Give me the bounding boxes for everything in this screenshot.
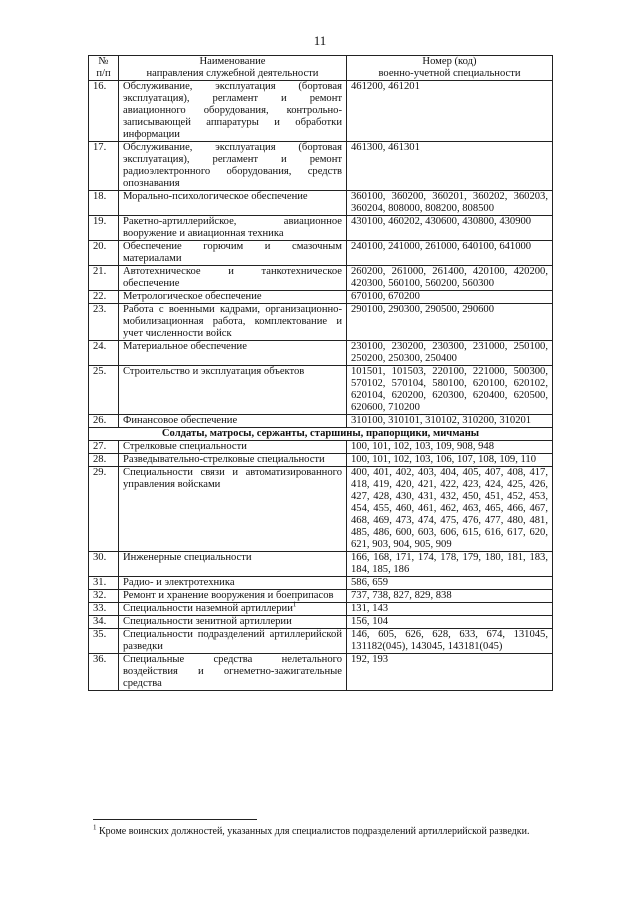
row-number: 24. xyxy=(89,341,119,366)
row-number: 35. xyxy=(89,629,119,654)
section-title: Солдаты, матросы, сержанты, старшины, прапорщики, мичманы xyxy=(89,428,553,441)
row-code: 290100, 290300, 290500, 290600 xyxy=(347,304,553,341)
row-name: Ремонт и хранение вооружения и боеприпасов xyxy=(119,590,347,603)
row-code: 586, 659 xyxy=(347,577,553,590)
row-code: 156, 104 xyxy=(347,616,553,629)
row-code: 310100, 310101, 310102, 310200, 310201 xyxy=(347,415,553,428)
row-number: 36. xyxy=(89,654,119,691)
row-name: Специальности подразделений артиллерийской разведки xyxy=(119,629,347,654)
table-row xyxy=(89,241,553,266)
row-name: Специальности зенитной артиллерии xyxy=(119,616,347,629)
row-name: Разведывательно-стрелковые специальности xyxy=(119,454,347,467)
header-num xyxy=(89,56,119,81)
table-row xyxy=(89,266,553,291)
row-number: 26. xyxy=(89,415,119,428)
table-row xyxy=(89,81,553,142)
table-row xyxy=(89,552,553,577)
row-code: 461200, 461201 xyxy=(347,81,553,142)
table-body-soldiers xyxy=(89,441,553,691)
header-name xyxy=(119,56,347,81)
row-name: Специальные средства нелетального воздействия и огнеметно-зажигательные средства xyxy=(119,654,347,691)
row-code: 737, 738, 827, 829, 838 xyxy=(347,590,553,603)
row-number: 27. xyxy=(89,441,119,454)
row-code: 100, 101, 102, 103, 109, 908, 948 xyxy=(347,441,553,454)
table-row xyxy=(89,291,553,304)
table-row xyxy=(89,590,553,603)
row-name: Обслуживание, эксплуатация (бортовая эксплуатация), регламент и ремонт радиоэлектронного оборудования, средств опознавания xyxy=(119,142,347,191)
footnote-reference: 1 xyxy=(292,600,297,609)
header-num-text: № п/п xyxy=(96,56,111,79)
table-row xyxy=(89,454,553,467)
table-row xyxy=(89,191,553,216)
table-row xyxy=(89,304,553,341)
table-row xyxy=(89,603,553,616)
table-row xyxy=(89,366,553,415)
table-header xyxy=(89,56,553,81)
row-number: 28. xyxy=(89,454,119,467)
row-code: 461300, 461301 xyxy=(347,142,553,191)
row-code: 100, 101, 102, 103, 106, 107, 108, 109, 110 xyxy=(347,454,553,467)
row-code: 101501, 101503, 220100, 221000, 500300, 570102, 570104, 580100, 620100, 620102, 620104, 620200, 620300, 620400, 620500, 620600, 710200 xyxy=(347,366,553,415)
row-name: Радио- и электротехника xyxy=(119,577,347,590)
row-code: 430100, 460202, 430600, 430800, 430900 xyxy=(347,216,553,241)
row-name: Финансовое обеспечение xyxy=(119,415,347,428)
row-name: Обслуживание, эксплуатация (бортовая эксплуатация), регламент и ремонт авиационного оборудования, контрольно-записывающей аппаратуры и обработки информации xyxy=(119,81,347,142)
row-number: 25. xyxy=(89,366,119,415)
section-row xyxy=(89,428,553,441)
table-row xyxy=(89,341,553,366)
row-number: 33. xyxy=(89,603,119,616)
page-number: 11 xyxy=(313,33,327,48)
row-code: 131, 143 xyxy=(347,603,553,616)
row-number: 32. xyxy=(89,590,119,603)
table-body-officers xyxy=(89,81,553,428)
row-number: 17. xyxy=(89,142,119,191)
row-number: 22. xyxy=(89,291,119,304)
row-code: 360100, 360200, 360201, 360202, 360203, 360204, 808000, 808200, 808500 xyxy=(347,191,553,216)
row-code: 670100, 670200 xyxy=(347,291,553,304)
row-code: 240100, 241000, 261000, 640100, 641000 xyxy=(347,241,553,266)
row-name: Материальное обеспечение xyxy=(119,341,347,366)
row-name: Специальности связи и автоматизированного управления войсками xyxy=(119,467,347,552)
row-code: 260200, 261000, 261400, 420100, 420200, 420300, 560100, 560200, 560300 xyxy=(347,266,553,291)
table-row xyxy=(89,629,553,654)
table-row xyxy=(89,654,553,691)
row-number: 18. xyxy=(89,191,119,216)
row-number: 19. xyxy=(89,216,119,241)
header-name-text: Наименование направления служебной деятельности xyxy=(146,56,319,79)
row-number: 16. xyxy=(89,81,119,142)
table-row xyxy=(89,577,553,590)
row-name: Ракетно-артиллерийское, авиационное вооружение и авиационная техника xyxy=(119,216,347,241)
row-name: Инженерные специальности xyxy=(119,552,347,577)
row-name: Строительство и эксплуатация объектов xyxy=(119,366,347,415)
table-row xyxy=(89,467,553,552)
row-name: Работа с военными кадрами, организационно-мобилизационная работа, комплектование и учет численности войск xyxy=(119,304,347,341)
row-number: 23. xyxy=(89,304,119,341)
row-name: Морально-психологическое обеспечение xyxy=(119,191,347,216)
row-number: 20. xyxy=(89,241,119,266)
row-name: Обеспечение горючим и смазочным материалами xyxy=(119,241,347,266)
header-code xyxy=(347,56,553,81)
table-row xyxy=(89,616,553,629)
table-row xyxy=(89,441,553,454)
row-name: Специальности наземной артиллерии$^1$ xyxy=(119,603,347,616)
row-number: 31. xyxy=(89,577,119,590)
row-code: 230100, 230200, 230300, 231000, 250100, 250200, 250300, 250400 xyxy=(347,341,553,366)
row-number: 34. xyxy=(89,616,119,629)
table-section xyxy=(89,428,553,441)
row-number: 29. xyxy=(89,467,119,552)
row-number: 21. xyxy=(89,266,119,291)
table-row xyxy=(89,142,553,191)
footnote-mark: 1 xyxy=(93,823,97,832)
row-code: 192, 193 xyxy=(347,654,553,691)
row-code: 146, 605, 626, 628, 633, 674, 131045, 131182(045), 143045, 143181(045) xyxy=(347,629,553,654)
row-code: 166, 168, 171, 174, 178, 179, 180, 181, 183, 184, 185, 186 xyxy=(347,552,553,577)
header-code-text: Номер (код) военно-учетной специальности xyxy=(378,56,521,79)
specialty-table xyxy=(88,55,553,691)
row-name: Автотехническое и танкотехническое обеспечение xyxy=(119,266,347,291)
row-name: Метрологическое обеспечение xyxy=(119,291,347,304)
row-number: 30. xyxy=(89,552,119,577)
footnote-divider xyxy=(93,819,257,820)
table-row xyxy=(89,216,553,241)
footnote xyxy=(93,823,573,837)
row-code: 400, 401, 402, 403, 404, 405, 407, 408, 417, 418, 419, 420, 421, 422, 423, 424, 425, 426, 427, 428, 430, 431, 432, 450, 451, 452, 453, 454, 455, 460, 461, 462, 463, 465, 466, 467, 468, 469, 473, 474, 475, 476, 477, 480, 481, 485, 486, 600, 603, 606, 615, 616, 617, 620, 621, 903, 904, 905, 909 xyxy=(347,467,553,552)
table-row xyxy=(89,415,553,428)
footnote-text: Кроме воинских должностей, указанных для специалистов подразделений артиллерийской разведки. xyxy=(99,826,530,837)
row-name: Стрелковые специальности xyxy=(119,441,347,454)
